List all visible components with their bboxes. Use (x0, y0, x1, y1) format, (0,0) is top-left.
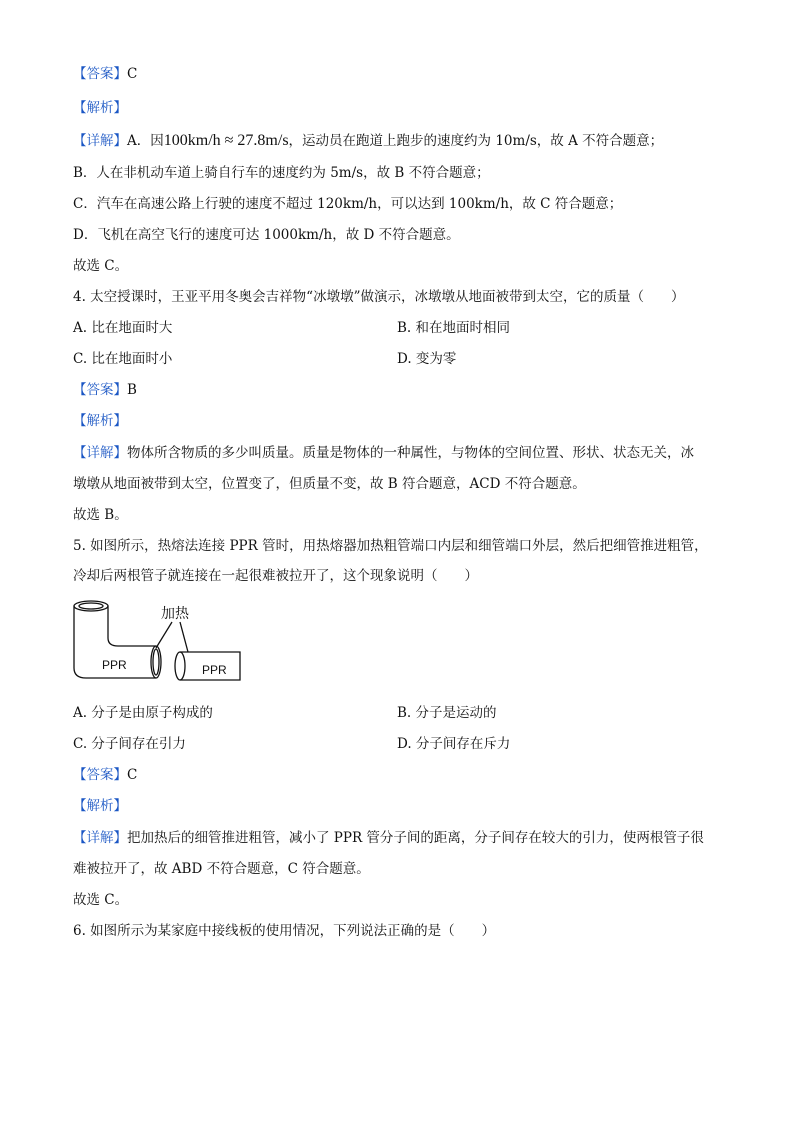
elbow-inner-wall (108, 606, 156, 646)
answer-value: C (127, 66, 138, 82)
q3-detail-d: D．飞机在高空飞行的速度可达 1000km/h，故 D 不符合题意。 (73, 227, 460, 243)
elbow-end-inner (153, 649, 159, 675)
q5-conclusion: 故选 C。 (73, 892, 129, 908)
q3-detail-a (73, 131, 663, 151)
q4-stem: 4. 太空授课时，王亚平用冬奥会吉祥物“冰墩墩”做演示，冰墩墩从地面被带到太空，它的质量（ ） (73, 289, 685, 305)
q5-detail-1 (73, 828, 704, 848)
q4-answer (73, 380, 137, 400)
q5-option-d: D. 分子间存在斥力 (397, 736, 511, 752)
pipe-figure (68, 598, 248, 690)
q4-detail-2: 墩墩从地面被带到太空，位置变了，但质量不变，故 B 符合题意，ACD 不符合题意。 (73, 476, 586, 492)
q5-stem-1: 5. 如图所示，热熔法连接 PPR 管时，用热熔器加热粗管端口内层和细管端口外层，然后把细管推进粗管， (73, 538, 708, 554)
answer-value: B (127, 382, 137, 398)
q3-detail-b: B．人在非机动车道上骑自行车的速度约为 5m/s，故 B 不符合题意； (73, 165, 490, 181)
detail-label: 【详解】 (73, 830, 127, 846)
q3-answer (73, 64, 137, 84)
q5-option-c: C. 分子间存在引力 (73, 736, 186, 752)
heat-leader-right (180, 622, 188, 652)
q5-stem-2: 冷却后两根管子就连接在一起很难被拉开了，这个现象说明（ ） (73, 568, 478, 584)
pipe-right-label: PPR (202, 663, 227, 677)
q3-analysis-label (73, 98, 127, 118)
ppr-pipe-diagram (68, 598, 248, 690)
heat-label: 加热 (161, 606, 189, 622)
elbow-top-inner (79, 603, 103, 609)
formula: 100km/h ≈ 27.8m/s (163, 132, 289, 149)
q3-conclusion: 故选 C。 (73, 258, 129, 274)
straight-pipe-opening (175, 652, 185, 680)
answer-label: 【答案】 (73, 66, 127, 82)
q4-conclusion: 故选 B。 (73, 507, 128, 523)
answer-label: 【答案】 (73, 767, 127, 783)
answer-value: C (127, 767, 138, 783)
q3-detail-c: C．汽车在高速公路上行驶的速度不超过 120km/h，可以达到 100km/h，故 C 符合题意； (73, 196, 623, 212)
q4-option-c: C. 比在地面时小 (73, 351, 173, 367)
q4-analysis-label (73, 411, 127, 431)
analysis-label: 【解析】 (73, 100, 127, 116)
q5-option-a: A. 分子是由原子构成的 (73, 705, 213, 721)
q4-detail-1 (73, 443, 694, 463)
q4-option-b: B. 和在地面时相同 (397, 320, 511, 336)
q4-option-a: A. 比在地面时大 (73, 320, 173, 336)
analysis-label: 【解析】 (73, 413, 127, 429)
q5-option-b: B. 分子是运动的 (397, 705, 497, 721)
detail-text: A．因 (127, 133, 164, 149)
q6-stem: 6. 如图所示为某家庭中接线板的使用情况，下列说法正确的是（ ） (73, 923, 496, 939)
analysis-label: 【解析】 (73, 798, 127, 814)
pipe-left-label: PPR (102, 658, 127, 672)
detail-text: 把加热后的细管推进粗管，减小了 PPR 管分子间的距离，分子间存在较大的引力，使两根管子很 (127, 830, 704, 846)
detail-text: ，运动员在跑道上跑步的速度约为 10m/s，故 A 不符合题意； (288, 133, 664, 149)
answer-label: 【答案】 (73, 382, 127, 398)
detail-label: 【详解】 (73, 445, 127, 461)
detail-label: 【详解】 (73, 133, 127, 149)
detail-text: 物体所含物质的多少叫质量。质量是物体的一种属性，与物体的空间位置、形状、状态无关，冰 (127, 445, 694, 461)
q5-analysis-label (73, 796, 127, 816)
q4-option-d: D. 变为零 (397, 351, 457, 367)
q5-answer (73, 765, 137, 785)
q5-detail-2: 难被拉开了，故 ABD 不符合题意，C 符合题意。 (73, 861, 370, 877)
heat-leader-left (156, 622, 172, 648)
